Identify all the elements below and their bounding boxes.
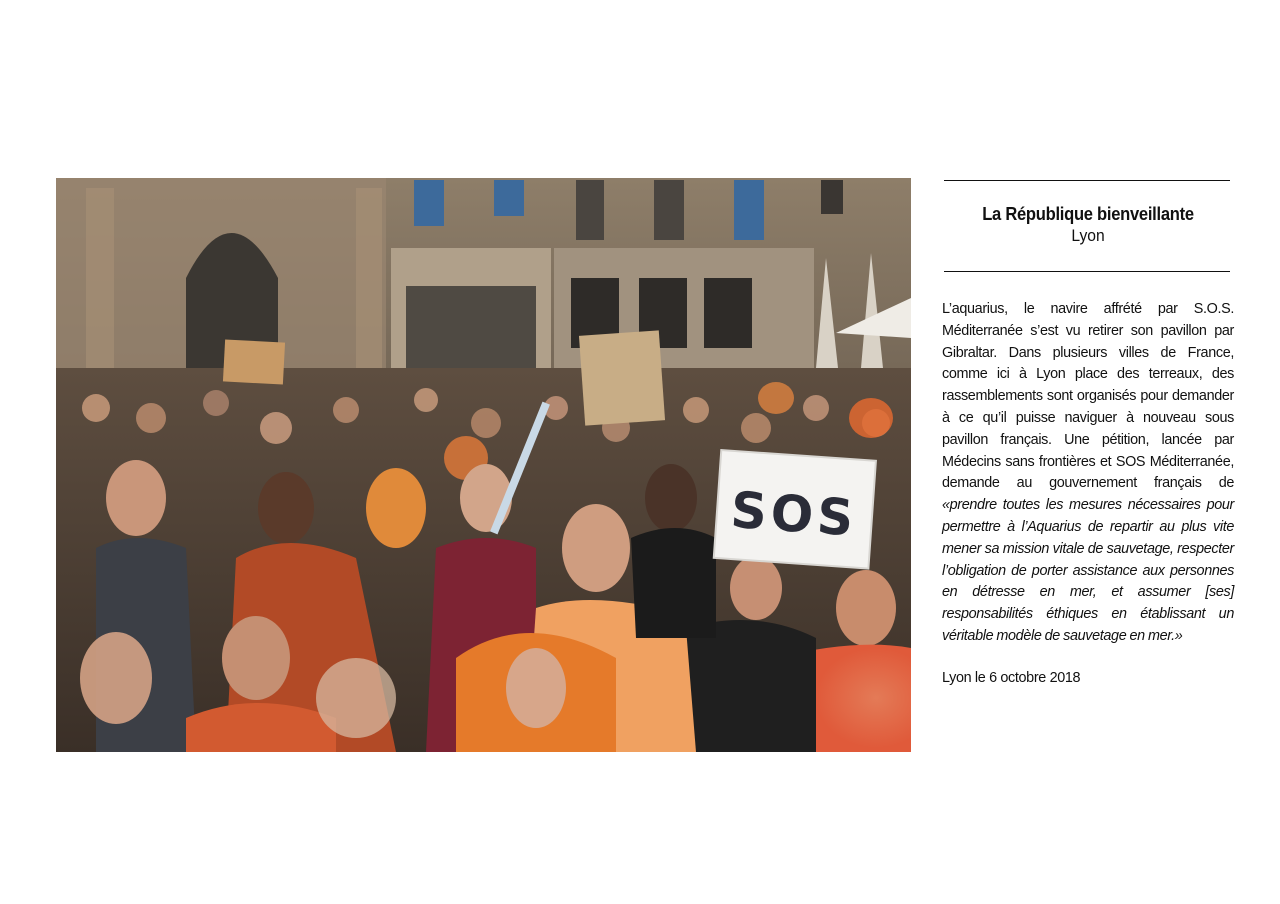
caption-body [942,299,1234,648]
crowd-illustration [56,178,911,752]
sos-sign-text: SOS [728,480,860,548]
dateline: Lyon le 6 octobre 2018 [942,669,1081,686]
petition-quote: «prendre toutes les mesures nécessaires pour permettre à l’Aquarius de repartir au plus vite mener sa mission vitale de sauvetage, respecter l’obligation de porter assistance aux personnes en détresse en mer, et assumer [ses] responsabilités éthiques en établissant un véritable modèle de sauvetage en mer.» [942,497,1234,644]
body-paragraph: L’aquarius, le navire affrété par S.O.S. Méditerranée s’est vu retirer son pavillon par Gibraltar. Dans plusieurs villes de France, comme ici à Lyon place des terreaux, des rassemblements sont organisés pour demander à ce qu’il puisse naviguer à nouveau sous pavillon français. Une pétition, lancée par Médecins sans frontières et SOS Méditerranée, demande au gouvernement français de [942,301,1234,492]
title-block [942,181,1234,271]
caption-column [942,180,1234,686]
caption-title: La République bienveillante [982,204,1194,224]
protest-photo [56,178,911,752]
caption-location: Lyon [1071,226,1105,245]
bottom-divider [944,271,1230,272]
